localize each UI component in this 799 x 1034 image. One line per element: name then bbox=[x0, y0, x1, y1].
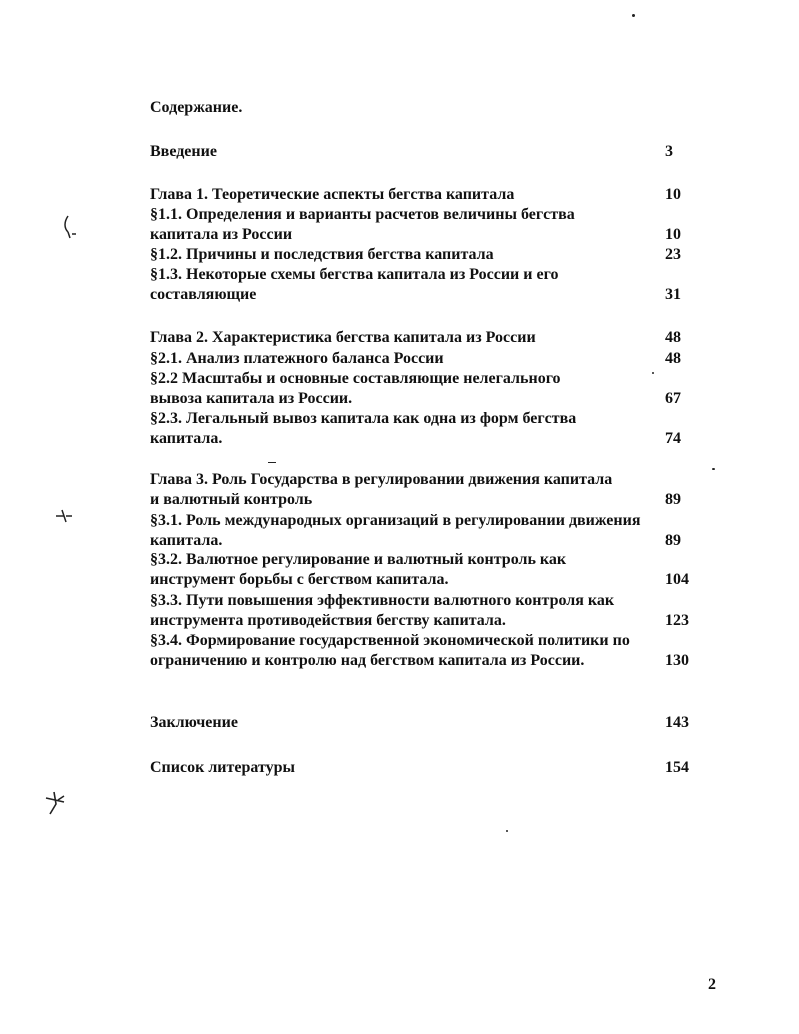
toc-entry-text: §1.2. Причины и последствия бегства капитала bbox=[150, 246, 494, 263]
toc-entry-introduction bbox=[150, 142, 700, 162]
toc-entry-text: §2.3. Легальный вывоз капитала как одна из форм бегства капитала. bbox=[150, 410, 577, 447]
scan-mark-icon bbox=[60, 214, 84, 244]
toc-entry-text: Список литературы bbox=[150, 759, 295, 776]
toc-entry-page: 67 bbox=[665, 390, 681, 407]
toc-entry-page: 48 bbox=[665, 350, 681, 367]
toc-entry-section-2-1 bbox=[150, 349, 700, 369]
toc-entry-section-3-4 bbox=[150, 631, 700, 671]
toc-entry-page: 74 bbox=[665, 430, 681, 447]
toc-entry-text: §3.2. Валютное регулирование и валютный контроль как инструмент борьбы с бегством капитала. bbox=[150, 551, 567, 588]
scan-speck bbox=[712, 468, 715, 470]
toc-entry-page: 104 bbox=[665, 571, 689, 588]
toc-entry-chapter-1 bbox=[150, 185, 700, 205]
toc-entry-text: Введение bbox=[150, 143, 217, 160]
toc-entry-page: 3 bbox=[665, 143, 673, 160]
toc-entry-page: 89 bbox=[665, 532, 681, 549]
toc-entry-section-3-1 bbox=[150, 511, 700, 551]
scan-speck bbox=[652, 372, 654, 374]
toc-entry-text: §3.3. Пути повышения эффективности валютного контроля как инструмента противодействия бегству капитала. bbox=[150, 592, 615, 629]
toc-entry-page: 123 bbox=[665, 612, 689, 629]
toc-entry-page: 10 bbox=[665, 186, 681, 203]
toc-entry-page: 10 bbox=[665, 226, 681, 243]
toc-entry-section-1-1 bbox=[150, 205, 700, 245]
toc-entry-section-1-2 bbox=[150, 245, 700, 265]
toc-entry-section-2-2 bbox=[150, 369, 700, 409]
toc-entry-page: 31 bbox=[665, 286, 681, 303]
page-number: 2 bbox=[708, 976, 716, 993]
toc-entry-conclusion bbox=[150, 713, 700, 733]
toc-entry-text: §2.2 Масштабы и основные составляющие нелегального вывоза капитала из России. bbox=[150, 370, 561, 407]
toc-entry-page: 89 bbox=[665, 491, 681, 508]
toc-entry-text: §2.1. Анализ платежного баланса России bbox=[150, 350, 444, 367]
toc-entry-section-3-3 bbox=[150, 591, 700, 631]
toc-entry-section-1-3 bbox=[150, 265, 700, 305]
toc-entry-chapter-3 bbox=[150, 470, 700, 510]
scan-mark-icon bbox=[44, 790, 68, 816]
toc-entry-page: 143 bbox=[665, 714, 689, 731]
toc-entry-text: Глава 1. Теоретические аспекты бегства капитала bbox=[150, 186, 515, 203]
scan-speck bbox=[268, 462, 276, 463]
toc-entry-text: Глава 2. Характеристика бегства капитала из России bbox=[150, 329, 536, 346]
toc-entry-text: §3.4. Формирование государственной экономической политики по ограничению и контролю над бегством капитала из России. bbox=[150, 632, 630, 669]
scan-speck bbox=[632, 14, 635, 17]
toc-entry-section-2-3 bbox=[150, 409, 700, 449]
toc-entry-text: §1.3. Некоторые схемы бегства капитала из России и его составляющие bbox=[150, 266, 559, 303]
toc-entry-page: 23 bbox=[665, 246, 681, 263]
toc-entry-page: 154 bbox=[665, 759, 689, 776]
toc-entry-text: §3.1. Роль международных организаций в регулировании движения капитала. bbox=[150, 512, 641, 549]
scan-mark-icon bbox=[54, 506, 74, 524]
toc-title: Содержание. bbox=[150, 99, 243, 116]
toc-entry-page: 48 bbox=[665, 329, 681, 346]
toc-entry-text: Заключение bbox=[150, 714, 238, 731]
scan-speck bbox=[506, 830, 508, 832]
toc-entry-chapter-2 bbox=[150, 328, 700, 348]
toc-entry-page: 130 bbox=[665, 652, 689, 669]
toc-entry-text: Глава 3. Роль Государства в регулировании движения капитала и валютный контроль bbox=[150, 471, 613, 508]
toc-entry-bibliography bbox=[150, 758, 700, 778]
toc-entry-text: §1.1. Определения и варианты расчетов величины бегства капитала из России bbox=[150, 206, 575, 243]
toc-entry-section-3-2 bbox=[150, 550, 700, 590]
